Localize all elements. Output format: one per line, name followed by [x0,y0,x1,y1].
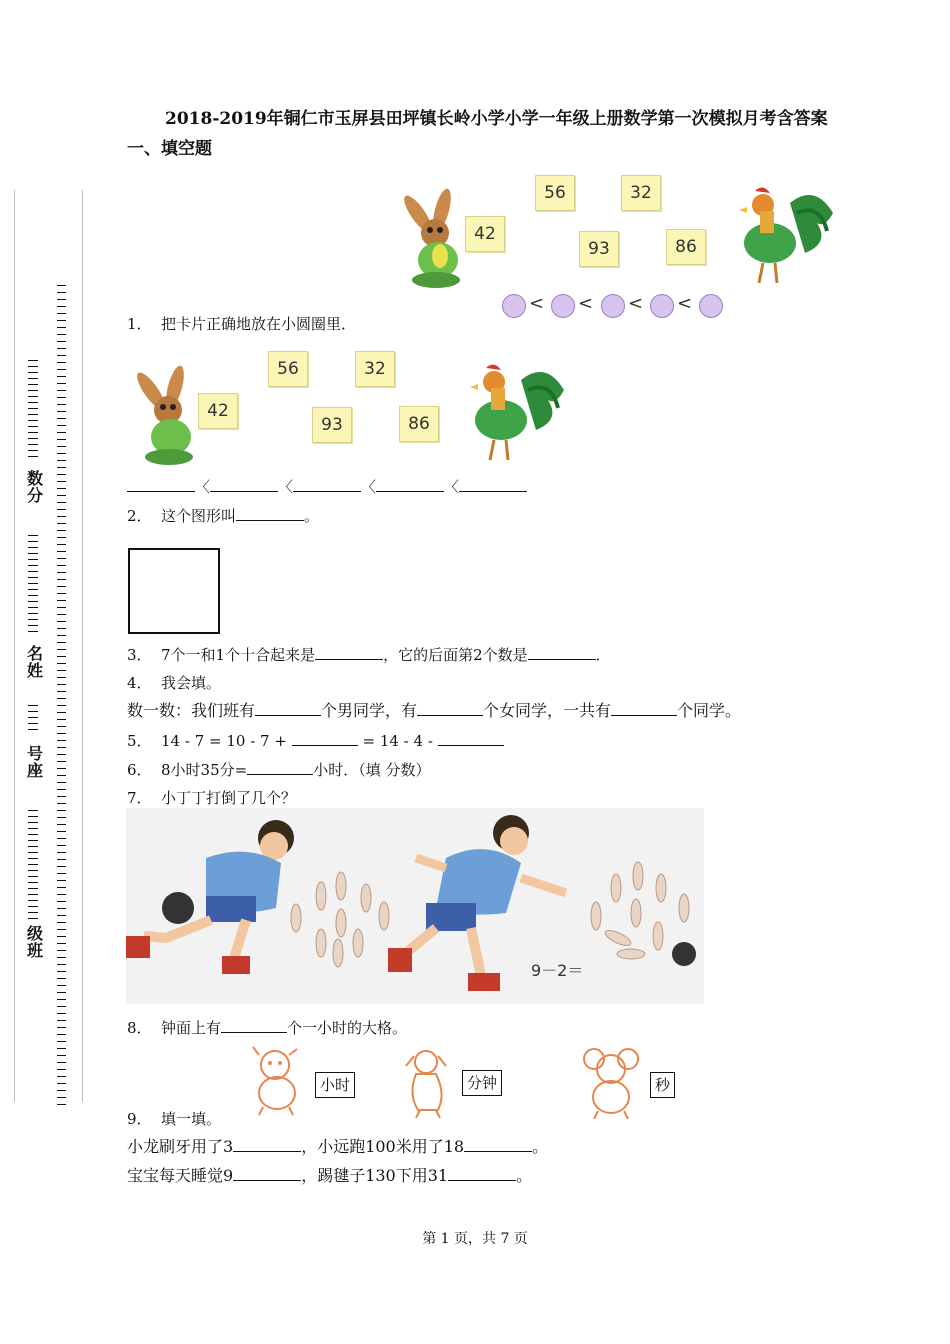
text-b: 个男同学，有 [321,701,418,720]
answer-circle-2[interactable] [551,294,575,318]
text-c: 。 [532,1137,549,1156]
question-number: 5． [127,732,152,750]
margin-label-class: 级班 [26,924,43,960]
card-56-q1: 56 [268,351,308,387]
label-box-hour: 小时 [315,1072,355,1098]
sep-3: 〈 [361,478,377,496]
sep-4: 〈 [444,478,460,496]
card-86-top: 86 [666,229,706,265]
answer-blank[interactable] [221,1020,287,1033]
answer-blank-boys[interactable] [255,703,321,716]
answer-blank-2[interactable] [438,733,504,746]
rooster-illustration-top [735,183,835,289]
less-than-2: < [578,293,594,314]
question-text: 这个图形叫 [161,507,237,525]
question-4 [127,672,221,693]
question-number: 6． [127,761,152,779]
question-number: 1． [127,315,152,333]
question-text-mid: ，它的后面第2个数是 [383,646,528,664]
question-9-line-1 [127,1134,548,1157]
margin-blank-3 [28,705,38,735]
margin-line-right [82,190,83,1102]
answer-blank-1[interactable] [315,647,383,660]
card-32-top: 32 [621,175,661,211]
page-title: 2018-2019年铜仁市玉屏县田坪镇长岭小学小学一年级上册数学第一次模拟月考含答案 [165,109,828,129]
less-than-3: < [628,293,644,314]
bowling-illustration [126,808,704,1004]
animal-figure-3 [578,1045,648,1119]
text-b: ，小远跑100米用了18 [301,1137,465,1156]
question-1-answer-line [127,476,527,497]
question-number: 2． [127,507,152,525]
label-box-second: 秒 [650,1072,675,1098]
question-7 [127,787,296,808]
question-text: 7个一和1个十合起来是 [161,646,316,664]
question-text: 把卡片正确地放在小圆圈里． [161,315,357,333]
question-text: 我会填。 [161,674,222,692]
answer-circle-4[interactable] [650,294,674,318]
text-a: 数一数：我们班有 [127,701,256,720]
rooster-illustration-q1 [466,360,566,466]
square-shape [128,548,220,634]
answer-circle-1[interactable] [502,294,526,318]
answer-blank-5[interactable] [459,479,527,492]
question-9 [127,1108,221,1129]
question-1 [127,313,356,334]
question-number: 7． [127,789,152,807]
question-text: 14 - 7 = 10 - 7 + [161,732,287,750]
answer-circle-3[interactable] [601,294,625,318]
text-c: 个女同学，一共有 [483,701,612,720]
less-than-1: < [529,293,545,314]
sep-1: 〈 [195,478,211,496]
question-text: 钟面上有 [161,1019,222,1037]
question-text: 填一填。 [161,1110,222,1128]
question-number: 8． [127,1019,152,1037]
answer-blank-total[interactable] [611,703,677,716]
animal-figure-1 [245,1045,315,1117]
question-text-end: ． [595,646,611,664]
question-text-end: 个一小时的大格。 [287,1019,408,1037]
margin-line-left [14,190,15,1102]
question-number: 3． [127,646,152,664]
card-86-q1: 86 [399,406,439,442]
text-a: 宝宝每天睡觉9 [127,1166,234,1185]
question-text: 小丁丁打倒了几个？ [161,789,297,807]
less-than-4: < [677,293,693,314]
question-number: 4． [127,674,152,692]
rabbit-card-top: 42 [465,216,505,252]
text-a: 小龙刷牙用了3 [127,1137,234,1156]
card-32-q1: 32 [355,351,395,387]
question-6 [127,759,430,780]
answer-blank-4[interactable] [376,479,444,492]
answer-blank-1[interactable] [233,1139,301,1152]
section-heading: 一、填空题 [127,139,212,159]
margin-blank-4 [28,810,38,920]
question-text-end: 。 [304,507,320,525]
card-93-q1: 93 [312,407,352,443]
question-4-line [127,698,741,721]
rabbit-card-q1: 42 [198,393,238,429]
text-d: 个同学。 [677,701,742,720]
animal-figure-2 [398,1046,458,1118]
answer-blank-2[interactable] [210,479,278,492]
margin-blank-2 [28,535,38,635]
question-text-mid: = 14 - 4 - [362,732,433,750]
answer-circle-5[interactable] [699,294,723,318]
answer-blank-3[interactable] [293,479,361,492]
page-footer: 第 1 页，共 7 页 [422,1231,528,1247]
label-box-minute: 分钟 [462,1070,502,1096]
answer-blank[interactable] [236,508,304,521]
answer-blank-4[interactable] [448,1168,516,1181]
margin-label-seat: 号座 [26,744,43,780]
answer-blank-2[interactable] [464,1139,532,1152]
sep-2: 〈 [278,478,294,496]
margin-dash-column [57,285,66,1105]
question-number: 9． [127,1110,152,1128]
bowling-equation: 9－2＝ [531,961,584,980]
answer-blank-1[interactable] [292,733,358,746]
margin-blank-1 [28,360,38,460]
answer-blank[interactable] [247,762,313,775]
answer-blank-girls[interactable] [417,703,483,716]
margin-label-score: 数分 [26,469,43,505]
question-3 [127,644,611,665]
question-8 [127,1017,407,1038]
answer-blank-2[interactable] [528,647,596,660]
card-56-top: 56 [535,175,575,211]
question-text: 8小时35分= [161,761,248,779]
margin-label-name: 名姓 [26,644,43,680]
question-5 [127,730,504,751]
answer-blank-3[interactable] [233,1168,301,1181]
text-c: 。 [516,1166,533,1185]
question-2 [127,505,319,526]
answer-blank-1[interactable] [127,479,195,492]
question-9-line-2 [127,1163,532,1186]
text-b: ，踢毽子130下用31 [301,1166,449,1185]
card-93-top: 93 [579,231,619,267]
question-text-end: 小时．（填 分数） [313,761,431,779]
